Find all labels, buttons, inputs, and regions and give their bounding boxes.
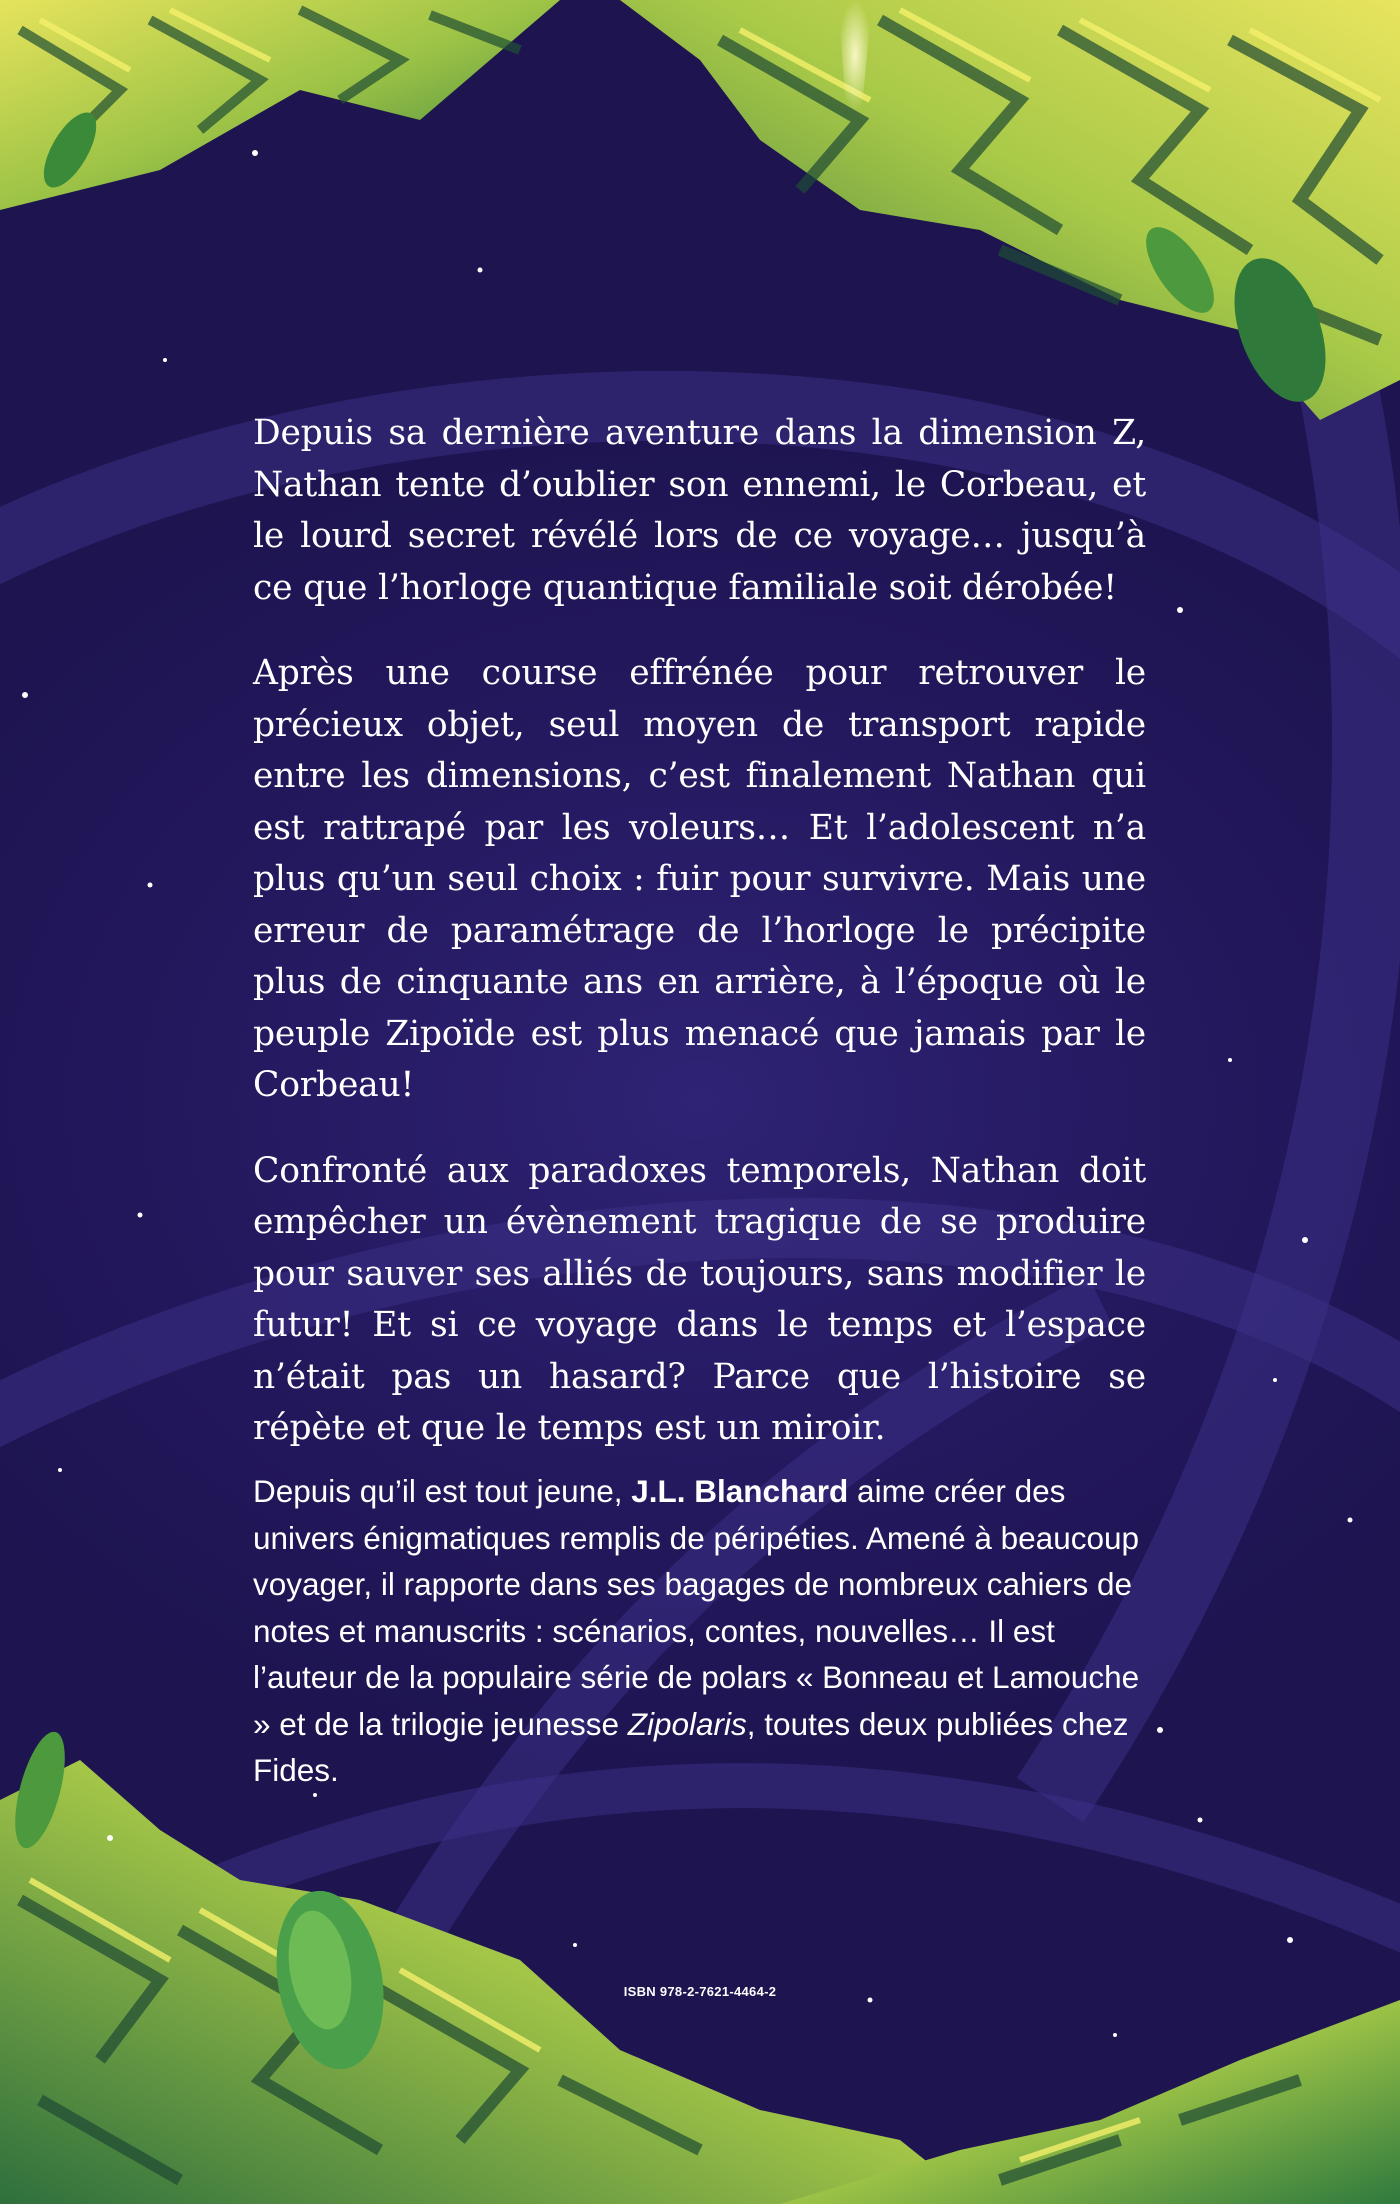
bio-end: , toutes deux publiées chez Fides. [253,1705,1129,1788]
author-bio [253,1468,1146,1794]
bio-intro: Depuis qu’il est tout jeune, [253,1473,632,1509]
series-title: Zipolaris [627,1705,747,1742]
synopsis [253,408,1146,1489]
top-maze [0,0,1400,420]
author-name: J.L. Blanchard [631,1473,849,1509]
synopsis-paragraph-3: Confronté aux paradoxes temporels, Nathan doit empêcher un évènement tragique de se produire pour sauver ses alliés de toujours, sans modifier le futur! Et si ce voyage dans le temps et l’espace n’était pas un hasard? Parce que l’histoire se répète et que le temps est un miroir. [253,1150,1146,1448]
synopsis-paragraph-2: Après une course effrénée pour retrouver le précieux objet, seul moyen de transport rapide entre les dimensions, c’est finalement Nathan qui est rattrapé par les voleurs… Et l’adolescent n’a plus qu’un seul choix : fuir pour survivre. Mais une erreur de paramétrage de l’horloge le précipite plus de cinquante ans en arrière, à l’époque où le peuple Zipoïde est plus menacé que jamais par le Corbeau! [253,653,1146,1105]
isbn-label: ISBN 978-2-7621-4464-2 [623,1984,777,1999]
synopsis-paragraph-1: Depuis sa dernière aventure dans la dimension Z, Nathan tente d’oublier son ennemi, le Corbeau, et le lourd secret révélé lors de ce voyage… jusqu’à ce que l’horloge quantique familiale soit dérobée! [253,413,1146,608]
bio-middle: aime créer des univers énigmatiques remplis de péripéties. Amené à beaucoup voyager, il rapporte dans ses bagages de nombreux cahiers de notes et manuscrits : scénarios, contes, nouvelles… Il est l’auteur de la populaire série de polars « Bonneau et Lamouche » et de la trilogie jeunesse [253,1473,1140,1742]
author-bio-text [253,1468,1146,1794]
